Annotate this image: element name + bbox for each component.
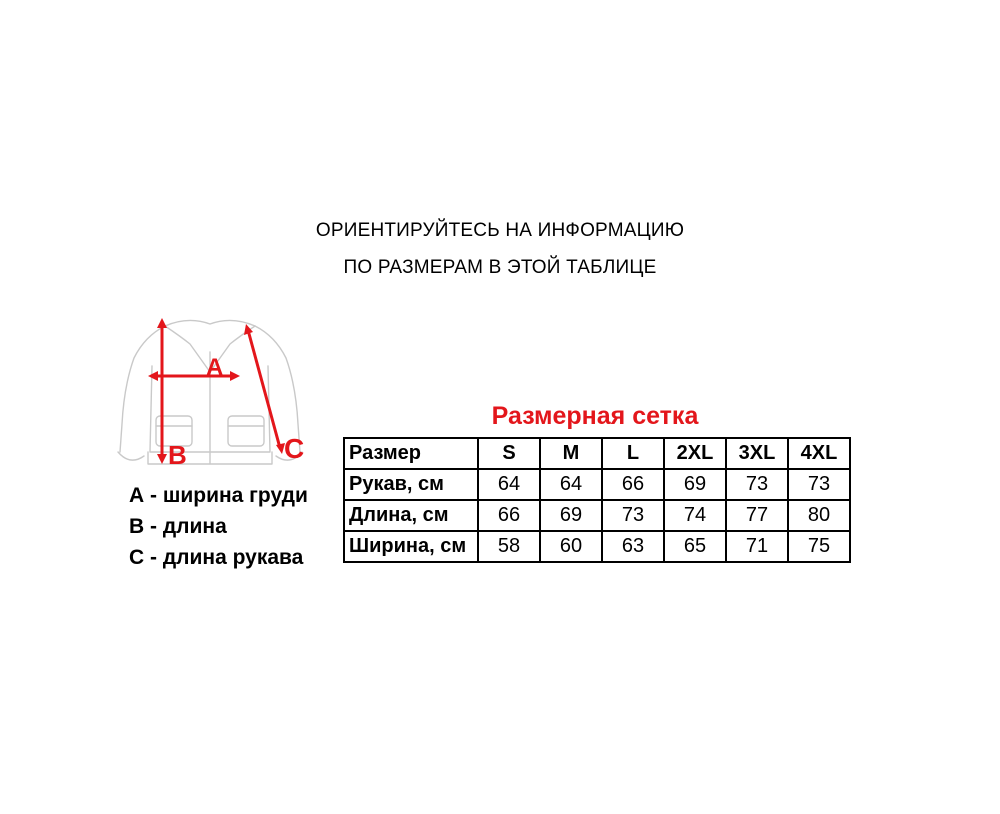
table-row: [344, 531, 850, 562]
jacket-outline: [118, 320, 305, 464]
row-label: Рукав, см: [344, 469, 478, 500]
header-cell: Размер: [344, 438, 478, 469]
size-table-title: Размерная сетка: [491, 402, 699, 430]
table-cell: 69: [540, 500, 602, 531]
header-cell: S: [478, 438, 540, 469]
table-cell: 74: [664, 500, 726, 531]
table-cell: 73: [602, 500, 664, 531]
header-cell: M: [540, 438, 602, 469]
table-cell: 64: [540, 469, 602, 500]
table-cell: 65: [664, 531, 726, 562]
row-label: Ширина, см: [344, 531, 478, 562]
jacket-diagram: [110, 312, 330, 477]
header-cell: 2XL: [664, 438, 726, 469]
table-cell: 63: [602, 531, 664, 562]
legend-item-c: С - длина рукава: [129, 546, 304, 569]
size-table: [343, 437, 851, 563]
legend-item-a: А - ширина груди: [129, 484, 308, 507]
table-cell: 64: [478, 469, 540, 500]
table-cell: 75: [788, 531, 850, 562]
table-cell: 71: [726, 531, 788, 562]
header-cell: 3XL: [726, 438, 788, 469]
table-cell: 66: [478, 500, 540, 531]
table-row: [344, 500, 850, 531]
table-cell: 58: [478, 531, 540, 562]
header-cell: 4XL: [788, 438, 850, 469]
legend-item-b: В - длина: [129, 515, 227, 538]
intro-line-2: ПО РАЗМЕРАМ В ЭТОЙ ТАБЛИЦЕ: [343, 257, 657, 278]
row-label: Длина, см: [344, 500, 478, 531]
table-cell: 73: [726, 469, 788, 500]
table-cell: 60: [540, 531, 602, 562]
label-c: C: [284, 433, 305, 464]
label-b: B: [168, 440, 187, 470]
label-a: A: [206, 354, 224, 381]
table-cell: 77: [726, 500, 788, 531]
table-row: [344, 469, 850, 500]
header-cell: L: [602, 438, 664, 469]
intro-line-1: ОРИЕНТИРУЙТЕСЬ НА ИНФОРМАЦИЮ: [315, 220, 685, 241]
table-header-row: [344, 438, 850, 469]
table-cell: 73: [788, 469, 850, 500]
table-cell: 80: [788, 500, 850, 531]
measurement-legend: [129, 480, 308, 573]
table-cell: 69: [664, 469, 726, 500]
table-cell: 66: [602, 469, 664, 500]
